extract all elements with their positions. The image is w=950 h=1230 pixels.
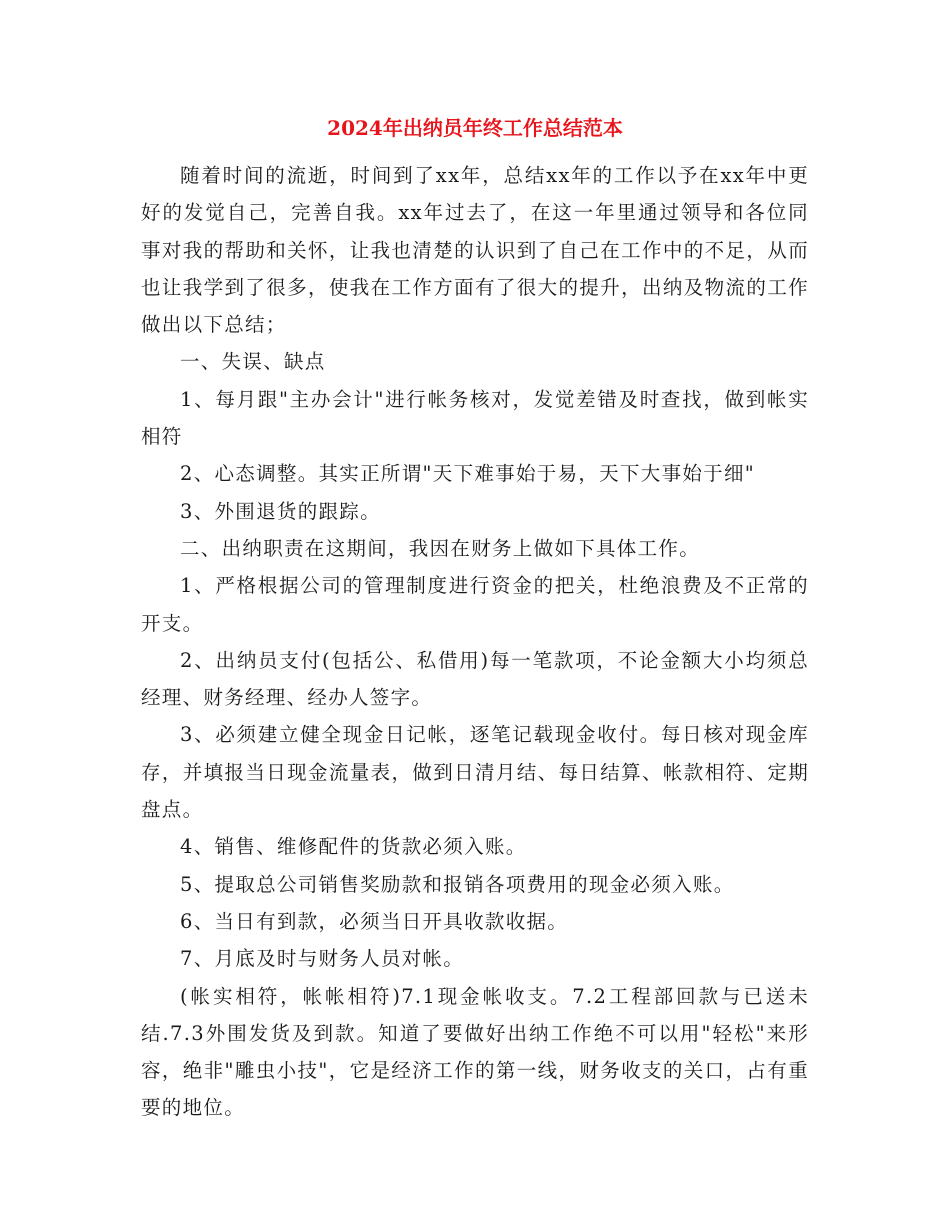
paragraph-item: 6、当日有到款，必须当日开具收款收据。: [180, 909, 569, 933]
paragraph-item: 1、严格根据公司的管理制度进行资金的把关，杜绝浪费及不正常的开支。: [141, 574, 809, 635]
paragraph-item: 2、心态调整。其实正所谓"天下难事始于易，天下大事始于细": [180, 462, 756, 486]
paragraph-item: 4、销售、维修配件的货款必须入账。: [180, 835, 527, 859]
paragraph-item: 2、出纳员支付(包括公、私借用)每一笔款项，不论金额大小均须总经理、财务经理、经办人签字。: [141, 648, 809, 710]
paragraph-item: 7、月底及时与财务人员对帐。: [180, 947, 465, 971]
paragraph-item: 3、必须建立健全现金日记帐，逐笔记载现金收付。每日核对现金库存，并填报当日现金流量表，做到日清月结、每日结算、帐款相符、定期盘点。: [141, 723, 809, 822]
document-title: 2024年出纳员年终工作总结范本: [327, 116, 623, 140]
document-body: [141, 157, 809, 1127]
section-heading-duties: 二、出纳职责在这期间，我因在财务上做如下具体工作。: [180, 536, 701, 560]
paragraph-item: 1、每月跟"主办会计"进行帐务核对，发觉差错及时查找，做到帐实相符: [141, 387, 809, 449]
paragraph-item: 5、提取总公司销售奖励款和报销各项费用的现金必须入账。: [180, 872, 735, 896]
section-heading-shortcomings: 一、失误、缺点: [180, 350, 326, 374]
paragraph-item: 3、外围退货的跟踪。: [180, 499, 381, 523]
paragraph-intro: 随着时间的流逝，时间到了xx年，总结xx年的工作以予在xx年中更好的发觉自己，完善自我。xx年过去了，在这一年里通过领导和各位同事对我的帮助和关怀，让我也清楚的认识到了自己在工作中的不足，从而也让我学到了很多，使我在工作方面有了很大的提升，出纳及物流的工作做出以下总结；: [141, 164, 809, 337]
paragraph-closing: (帐实相符，帐帐相符)7.1现金帐收支。7.2工程部回款与已送未结.7.3外围发货及到款。知道了要做好出纳工作绝不可以用"轻松"来形容，绝非"雕虫小技"，它是经济工作的第一线，财务收支的关口，占有重要的地位。: [141, 984, 809, 1120]
